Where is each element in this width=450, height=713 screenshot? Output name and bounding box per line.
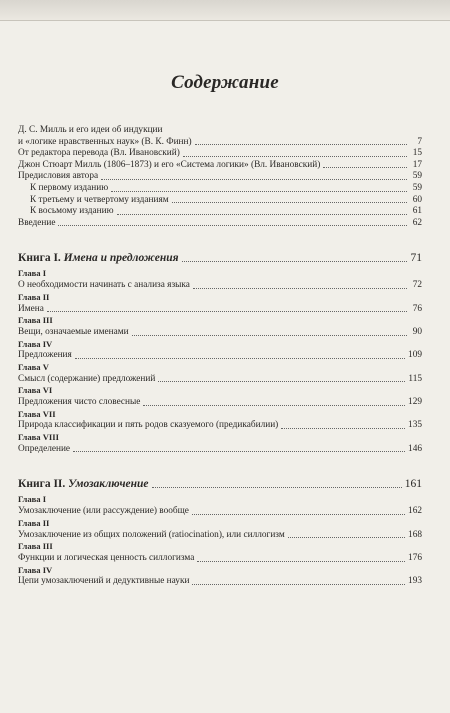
dot-leader bbox=[58, 225, 407, 226]
toc-page-number: 61 bbox=[412, 206, 422, 217]
dot-leader bbox=[192, 514, 405, 515]
book-name: Умозаключение bbox=[68, 478, 149, 491]
dot-leader bbox=[193, 288, 407, 289]
chapter-label: Глава VI bbox=[18, 385, 53, 396]
book-name: Имена и предложения bbox=[63, 252, 179, 265]
book-title bbox=[18, 477, 149, 491]
toc-page-number: 7 bbox=[417, 136, 422, 147]
toc-entry bbox=[18, 397, 422, 409]
toc-entry-title: К третьему и четвертому изданиям bbox=[30, 194, 169, 205]
toc-subentry bbox=[18, 195, 422, 207]
dot-leader bbox=[288, 537, 405, 538]
toc-page-number: 146 bbox=[408, 443, 422, 454]
dot-leader bbox=[117, 214, 407, 215]
toc-entry-title: К первому изданию bbox=[30, 182, 109, 193]
dot-leader bbox=[158, 381, 405, 382]
toc-entry-title: Умозаключение из общих положений (ratiocination), или силлогизм bbox=[18, 529, 285, 540]
toc-page-number: 135 bbox=[408, 420, 422, 431]
chapter-label: Глава II bbox=[18, 517, 50, 528]
toc-entry-title: Смысл (содержание) предложений bbox=[18, 373, 156, 384]
chapter-label: Глава I bbox=[18, 494, 47, 505]
toc-entry bbox=[18, 304, 422, 316]
toc-entry bbox=[18, 576, 422, 588]
book-number: Книга II. bbox=[18, 478, 66, 491]
dot-leader bbox=[197, 561, 405, 562]
toc-entry bbox=[18, 553, 422, 565]
toc-entry-title: Природа классификации и пять родов сказуемого (предикабилии) bbox=[18, 420, 279, 431]
dot-leader bbox=[143, 405, 405, 406]
dot-leader bbox=[111, 191, 407, 192]
toc-page-number: 59 bbox=[412, 171, 422, 182]
dot-leader bbox=[152, 487, 402, 488]
toc-entry-title: От редактора перевода (Вл. Ивановский) bbox=[18, 148, 180, 159]
toc-page-number: 62 bbox=[412, 217, 422, 228]
book-title bbox=[18, 251, 179, 265]
chapter-label: Глава VIII bbox=[18, 432, 59, 443]
toc-page-number: 161 bbox=[404, 478, 422, 491]
toc-entry-title: Функции и логическая ценность силлогизма bbox=[18, 553, 195, 564]
toc-page-number: 109 bbox=[408, 350, 422, 361]
toc-entry-finn-line1: Д. С. Милль и его идеи об индукции bbox=[18, 125, 163, 135]
toc-entry-title: Определение bbox=[18, 443, 71, 454]
toc-entry bbox=[18, 530, 422, 542]
dot-leader bbox=[101, 179, 407, 180]
dot-leader bbox=[182, 261, 407, 262]
dot-leader bbox=[47, 311, 407, 312]
dot-leader bbox=[323, 167, 407, 168]
page-title: Содержание bbox=[171, 72, 279, 93]
toc-entry bbox=[18, 420, 422, 432]
dot-leader bbox=[172, 202, 407, 203]
dot-leader bbox=[75, 358, 405, 359]
toc-page-number: 176 bbox=[408, 553, 422, 564]
toc-page-number: 60 bbox=[412, 194, 422, 205]
toc-entry bbox=[18, 444, 422, 456]
toc-entry bbox=[18, 374, 422, 386]
toc-page-number: 17 bbox=[412, 159, 422, 170]
toc-entry bbox=[18, 160, 422, 172]
toc-entry-title: Джон Стюарт Милль (1806–1873) и его «Система логики» (Вл. Ивановский) bbox=[18, 159, 321, 170]
toc-entry-finn bbox=[18, 137, 422, 149]
toc-entry-title: Предложения чисто словесные bbox=[18, 397, 141, 408]
toc-subentry bbox=[18, 206, 422, 218]
toc-entry bbox=[18, 280, 422, 292]
toc-entry-title: О необходимости начинать с анализа языка bbox=[18, 280, 190, 291]
chapter-label: Глава I bbox=[18, 268, 47, 279]
toc-entry-title: Цепи умозаключений и дедуктивные науки bbox=[18, 576, 190, 587]
toc-entry bbox=[18, 148, 422, 160]
dot-leader bbox=[132, 335, 407, 336]
toc-page-number: 129 bbox=[408, 397, 422, 408]
toc-entry-title: Предисловия автора bbox=[18, 171, 99, 182]
dot-leader bbox=[183, 156, 407, 157]
table-of-contents bbox=[18, 125, 422, 588]
book-heading bbox=[18, 477, 422, 491]
page-top-strip bbox=[0, 0, 450, 21]
dot-leader bbox=[192, 584, 405, 585]
chapter-label: Глава IV bbox=[18, 564, 53, 575]
toc-page-number: 90 bbox=[412, 326, 422, 337]
toc-entry bbox=[18, 350, 422, 362]
chapter-label: Глава III bbox=[18, 541, 53, 552]
dot-leader bbox=[281, 428, 405, 429]
toc-entry bbox=[18, 327, 422, 339]
toc-page-number: 59 bbox=[412, 182, 422, 193]
chapter-label: Глава IV bbox=[18, 338, 53, 349]
toc-page-number: 72 bbox=[412, 280, 422, 291]
toc-entry-title: и «логике нравственных наук» (В. К. Финн) bbox=[18, 136, 192, 147]
chapter-label: Глава II bbox=[18, 291, 50, 302]
toc-page-number: 15 bbox=[412, 148, 422, 159]
toc-entry-title: К восьмому изданию bbox=[30, 206, 114, 217]
toc-entry-title: Предложения bbox=[18, 350, 72, 361]
toc-page-number: 162 bbox=[408, 506, 422, 517]
toc-entry bbox=[18, 506, 422, 518]
chapter-label: Глава VII bbox=[18, 408, 56, 419]
toc-entry-title: Умозаключение (или рассуждение) вообще bbox=[18, 506, 189, 517]
chapter-label: Глава V bbox=[18, 361, 49, 372]
book-heading bbox=[18, 251, 422, 265]
toc-page-number: 193 bbox=[408, 576, 422, 587]
toc-page-number: 71 bbox=[410, 252, 422, 265]
dot-leader bbox=[195, 144, 407, 145]
book-number: Книга I. bbox=[18, 252, 61, 265]
toc-entry bbox=[18, 171, 422, 183]
toc-page-number: 76 bbox=[412, 303, 422, 314]
toc-entry-title: Введение bbox=[18, 217, 56, 228]
toc-entry bbox=[18, 218, 422, 230]
toc-entry-title: Вещи, означаемые именами bbox=[18, 326, 129, 337]
chapter-label: Глава III bbox=[18, 315, 53, 326]
dot-leader bbox=[73, 451, 405, 452]
toc-page-number: 115 bbox=[408, 373, 422, 384]
toc-subentry bbox=[18, 183, 422, 195]
toc-page-number: 168 bbox=[408, 529, 422, 540]
toc-entry-title: Имена bbox=[18, 303, 44, 314]
